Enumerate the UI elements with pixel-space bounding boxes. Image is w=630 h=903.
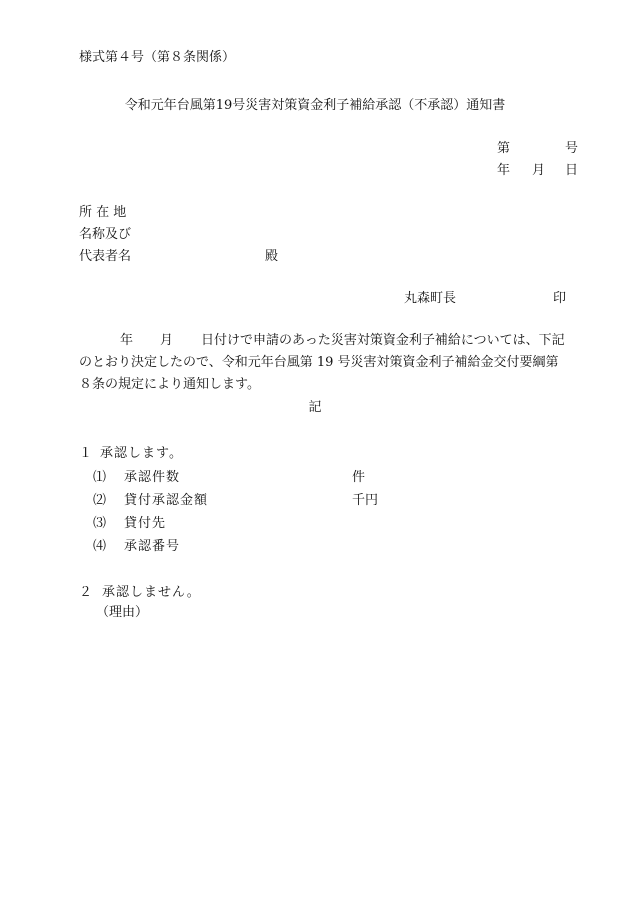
section2-heading: 承認しません。	[102, 585, 201, 600]
recipient-honorific: 殿	[265, 249, 279, 264]
sender-name: 丸森町長	[404, 291, 457, 306]
item-number: ⑶	[93, 516, 107, 531]
section2-number: ２	[79, 585, 93, 600]
item-label: 貸付先	[124, 516, 167, 531]
ki-label: 記	[308, 400, 322, 415]
body-line1-text: 日付けで申請のあった災害対策資金利子補給については、下記	[201, 333, 565, 348]
body-line1-month: 月	[160, 333, 174, 348]
body-line2-text: のとおり決定したので、令和元年台風第 19 号災害対策資金利子補給金交付要綱第	[79, 355, 559, 370]
date-day: 日	[565, 163, 579, 178]
item-label: 承認番号	[124, 539, 181, 554]
section1-number: １	[79, 446, 93, 461]
section1-heading: 承認します。	[100, 446, 183, 461]
recipient-address-label: 所 在 地	[79, 205, 127, 220]
doc-number-prefix: 第	[497, 141, 511, 156]
item-label: 承認件数	[124, 470, 181, 485]
sender-seal: 印	[553, 291, 567, 306]
section2-reason-label: （理由）	[96, 605, 149, 620]
body-line3-text: ８条の規定により通知します。	[79, 377, 260, 392]
form-number: 様式第４号（第８条関係）	[79, 50, 236, 65]
doc-number-suffix: 号	[565, 141, 579, 156]
item-unit: 千円	[352, 493, 379, 508]
body-line1-year: 年	[120, 333, 134, 348]
document-title: 令和元年台風第19号災害対策資金利子補給承認（不承認）通知書	[124, 98, 506, 113]
date-year: 年	[497, 163, 511, 178]
recipient-representative-label: 代表者名	[79, 249, 132, 264]
item-unit: 件	[352, 470, 366, 485]
item-number: ⑷	[93, 539, 107, 554]
item-label: 貸付承認金額	[124, 493, 209, 508]
item-number: ⑵	[93, 493, 107, 508]
recipient-name-label: 名称及び	[79, 227, 132, 242]
item-number: ⑴	[93, 470, 107, 485]
date-month: 月	[532, 163, 546, 178]
